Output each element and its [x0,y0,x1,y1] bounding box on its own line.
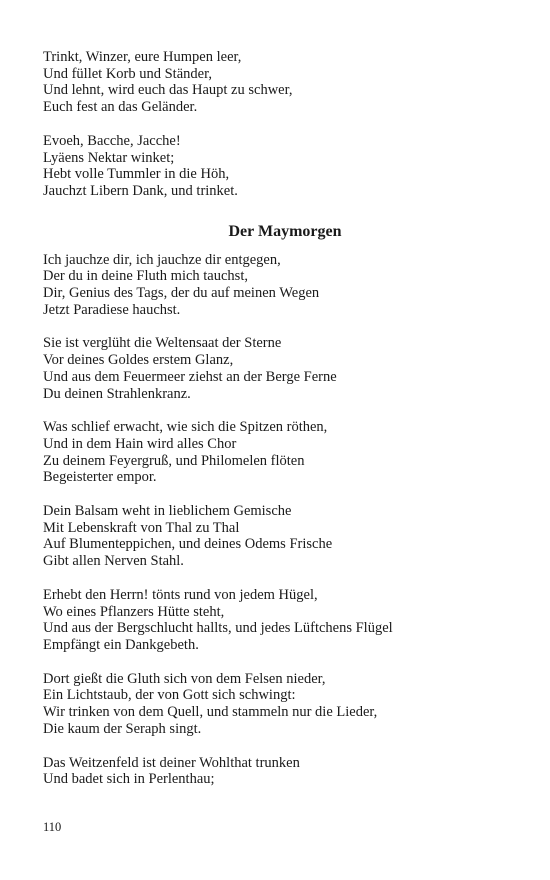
verse-line: Mit Lebenskraft von Thal zu Thal [43,519,240,536]
verse-line: Evoeh, Bacche, Jacche! [43,132,181,149]
verse-line: Wir trinken von dem Quell, und stammeln nur die Lieder, [43,704,378,721]
verse-line: Ich jauchze dir, ich jauchze dir entgegen, [43,251,281,268]
stanza [43,335,513,402]
verse-line: Wo eines Pflanzers Hütte steht, [43,603,225,620]
verse-line: Empfängt ein Dankgebeth. [43,636,199,653]
verse-line: Euch fest an das Geländer. [43,99,198,116]
verse-line: Gibt allen Nerven Stahl. [43,553,184,570]
verse-line: Vor deines Goldes erstem Glanz, [43,352,234,369]
stanza [43,252,513,319]
stanza [43,671,513,738]
verse-line: Sie ist verglüht die Weltensaat der Sterne [43,335,282,352]
verse-line: Begeisterter empor. [43,469,157,486]
verse-line: Dein Balsam weht in lieblichem Gemische [43,503,292,520]
verse-line: Und in dem Hain wird alles Chor [43,435,237,452]
verse-line: Was schlief erwacht, wie sich die Spitzen röthen, [43,419,328,436]
stanza [43,133,513,200]
verse-line: Jetzt Paradiese hauchst. [43,301,181,318]
verse-line: Das Weitzenfeld ist deiner Wohlthat trunken [43,754,300,771]
stanza [43,419,513,486]
verse-line: Und aus dem Feuermeer ziehst an der Berge Ferne [43,368,337,385]
verse-line: Dort gießt die Gluth sich von dem Felsen nieder, [43,670,326,687]
verse-line: Und aus der Bergschlucht hallts, und jedes Lüftchens Flügel [43,620,393,637]
verse-line: Lyäens Nektar winket; [43,149,175,166]
verse-line: Der du in deine Fluth mich tauchst, [43,268,248,285]
verse-line: Und badet sich in Perlenthau; [43,771,215,788]
verse-line: Du deinen Strahlenkranz. [43,385,191,402]
poem-title: Der Maymorgen [228,222,342,240]
page-number: 110 [43,820,62,834]
verse-line: Trinkt, Winzer, eure Humpen leer, [43,49,242,65]
stanza [43,755,513,788]
verse-line: Ein Lichtstaub, der von Gott sich schwingt: [43,687,296,704]
verse-line: Und lehnt, wird euch das Haupt zu schwer, [43,82,293,99]
stanza [43,49,513,116]
verse-line: Die kaum der Seraph singt. [43,720,202,737]
verse-line: Jauchzt Libern Dank, und trinket. [43,182,238,199]
verse-line: Dir, Genius des Tags, der du auf meinen Wegen [43,285,320,302]
page-content [43,49,513,805]
verse-line: Zu deinem Feyergruß, und Philomelen flöten [43,452,305,469]
verse-line: Erhebt den Herrn! tönts rund von jedem Hügel, [43,586,318,603]
stanza [43,503,513,570]
verse-line: Und füllet Korb und Ständer, [43,65,212,82]
verse-line: Hebt volle Tummler in die Höh, [43,166,230,183]
stanza [43,587,513,654]
verse-line: Auf Blumenteppichen, und deines Odems Frische [43,536,333,553]
